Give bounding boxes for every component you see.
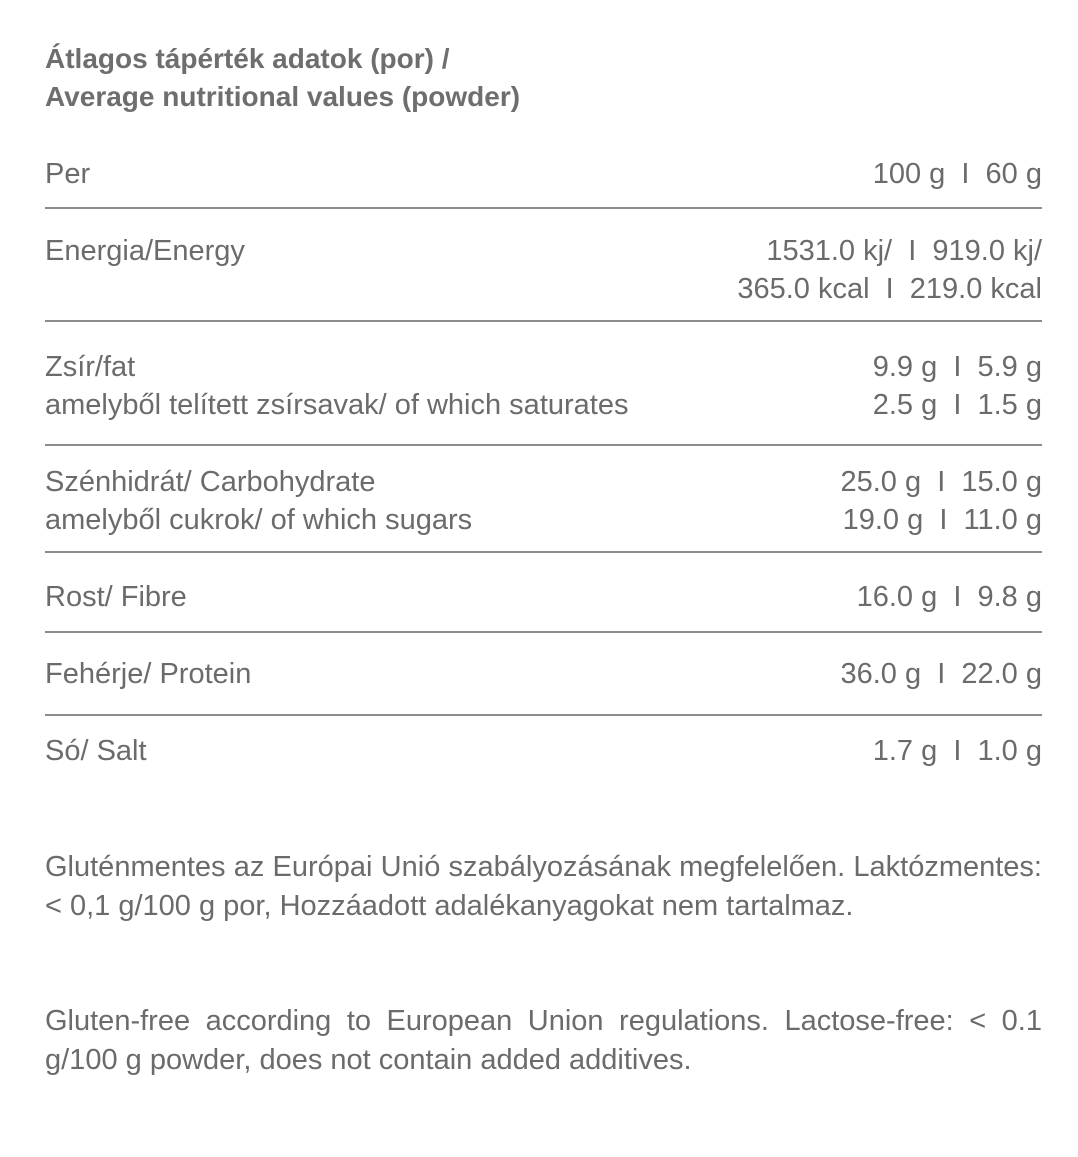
row-fibre <box>45 578 1042 616</box>
energy-label: Energia/Energy <box>45 235 245 267</box>
page-title <box>45 40 520 116</box>
saturates-value: 2.5 g I 1.5 g <box>872 389 1042 421</box>
fat-value: 9.9 g I 5.9 g <box>872 351 1042 383</box>
row-energy <box>45 232 1042 308</box>
per-value: 100 g I 60 g <box>872 158 1042 190</box>
energy-kcal-value: 365.0 kcal I 219.0 kcal <box>737 273 1042 305</box>
row-per <box>45 155 1042 193</box>
protein-label: Fehérje/ Protein <box>45 658 252 690</box>
title-hungarian: Átlagos tápérték adatok (por) / <box>45 43 450 74</box>
saturates-label: amelyből telített zsírsavak/ of which saturates <box>45 389 629 421</box>
divider <box>45 551 1042 553</box>
fibre-value: 16.0 g I 9.8 g <box>856 581 1042 613</box>
protein-value: 36.0 g I 22.0 g <box>840 658 1042 690</box>
divider <box>45 444 1042 446</box>
row-salt <box>45 732 1042 770</box>
divider <box>45 207 1042 209</box>
divider <box>45 631 1042 633</box>
per-label: Per <box>45 158 91 190</box>
energy-kj-value: 1531.0 kj/ I 919.0 kj/ <box>766 235 1042 267</box>
row-protein <box>45 655 1042 693</box>
salt-label: Só/ Salt <box>45 735 147 767</box>
note-english: Gluten-free according to European Union regulations. Lactose-free: < 0.1 g/100 g powder, does not contain added additives. <box>45 1005 1042 1076</box>
fat-label: Zsír/fat <box>45 351 136 383</box>
row-carbohydrate <box>45 463 1042 539</box>
carbohydrate-label: Szénhidrát/ Carbohydrate <box>45 466 376 498</box>
fibre-label: Rost/ Fibre <box>45 581 187 613</box>
sugars-value: 19.0 g I 11.0 g <box>842 504 1042 536</box>
sugars-label: amelyből cukrok/ of which sugars <box>45 504 473 536</box>
row-fat <box>45 348 1042 424</box>
note-hungarian: Gluténmentes az Európai Unió szabályozásának megfelelően. Laktózmentes: < 0,1 g/100 g por, Hozzáadott adalékanyagokat nem tartalmaz. <box>45 851 1042 922</box>
divider <box>45 714 1042 716</box>
carbohydrate-value: 25.0 g I 15.0 g <box>840 466 1042 498</box>
title-english: Average nutritional values (powder) <box>45 81 521 112</box>
salt-value: 1.7 g I 1.0 g <box>872 735 1042 767</box>
divider <box>45 320 1042 322</box>
